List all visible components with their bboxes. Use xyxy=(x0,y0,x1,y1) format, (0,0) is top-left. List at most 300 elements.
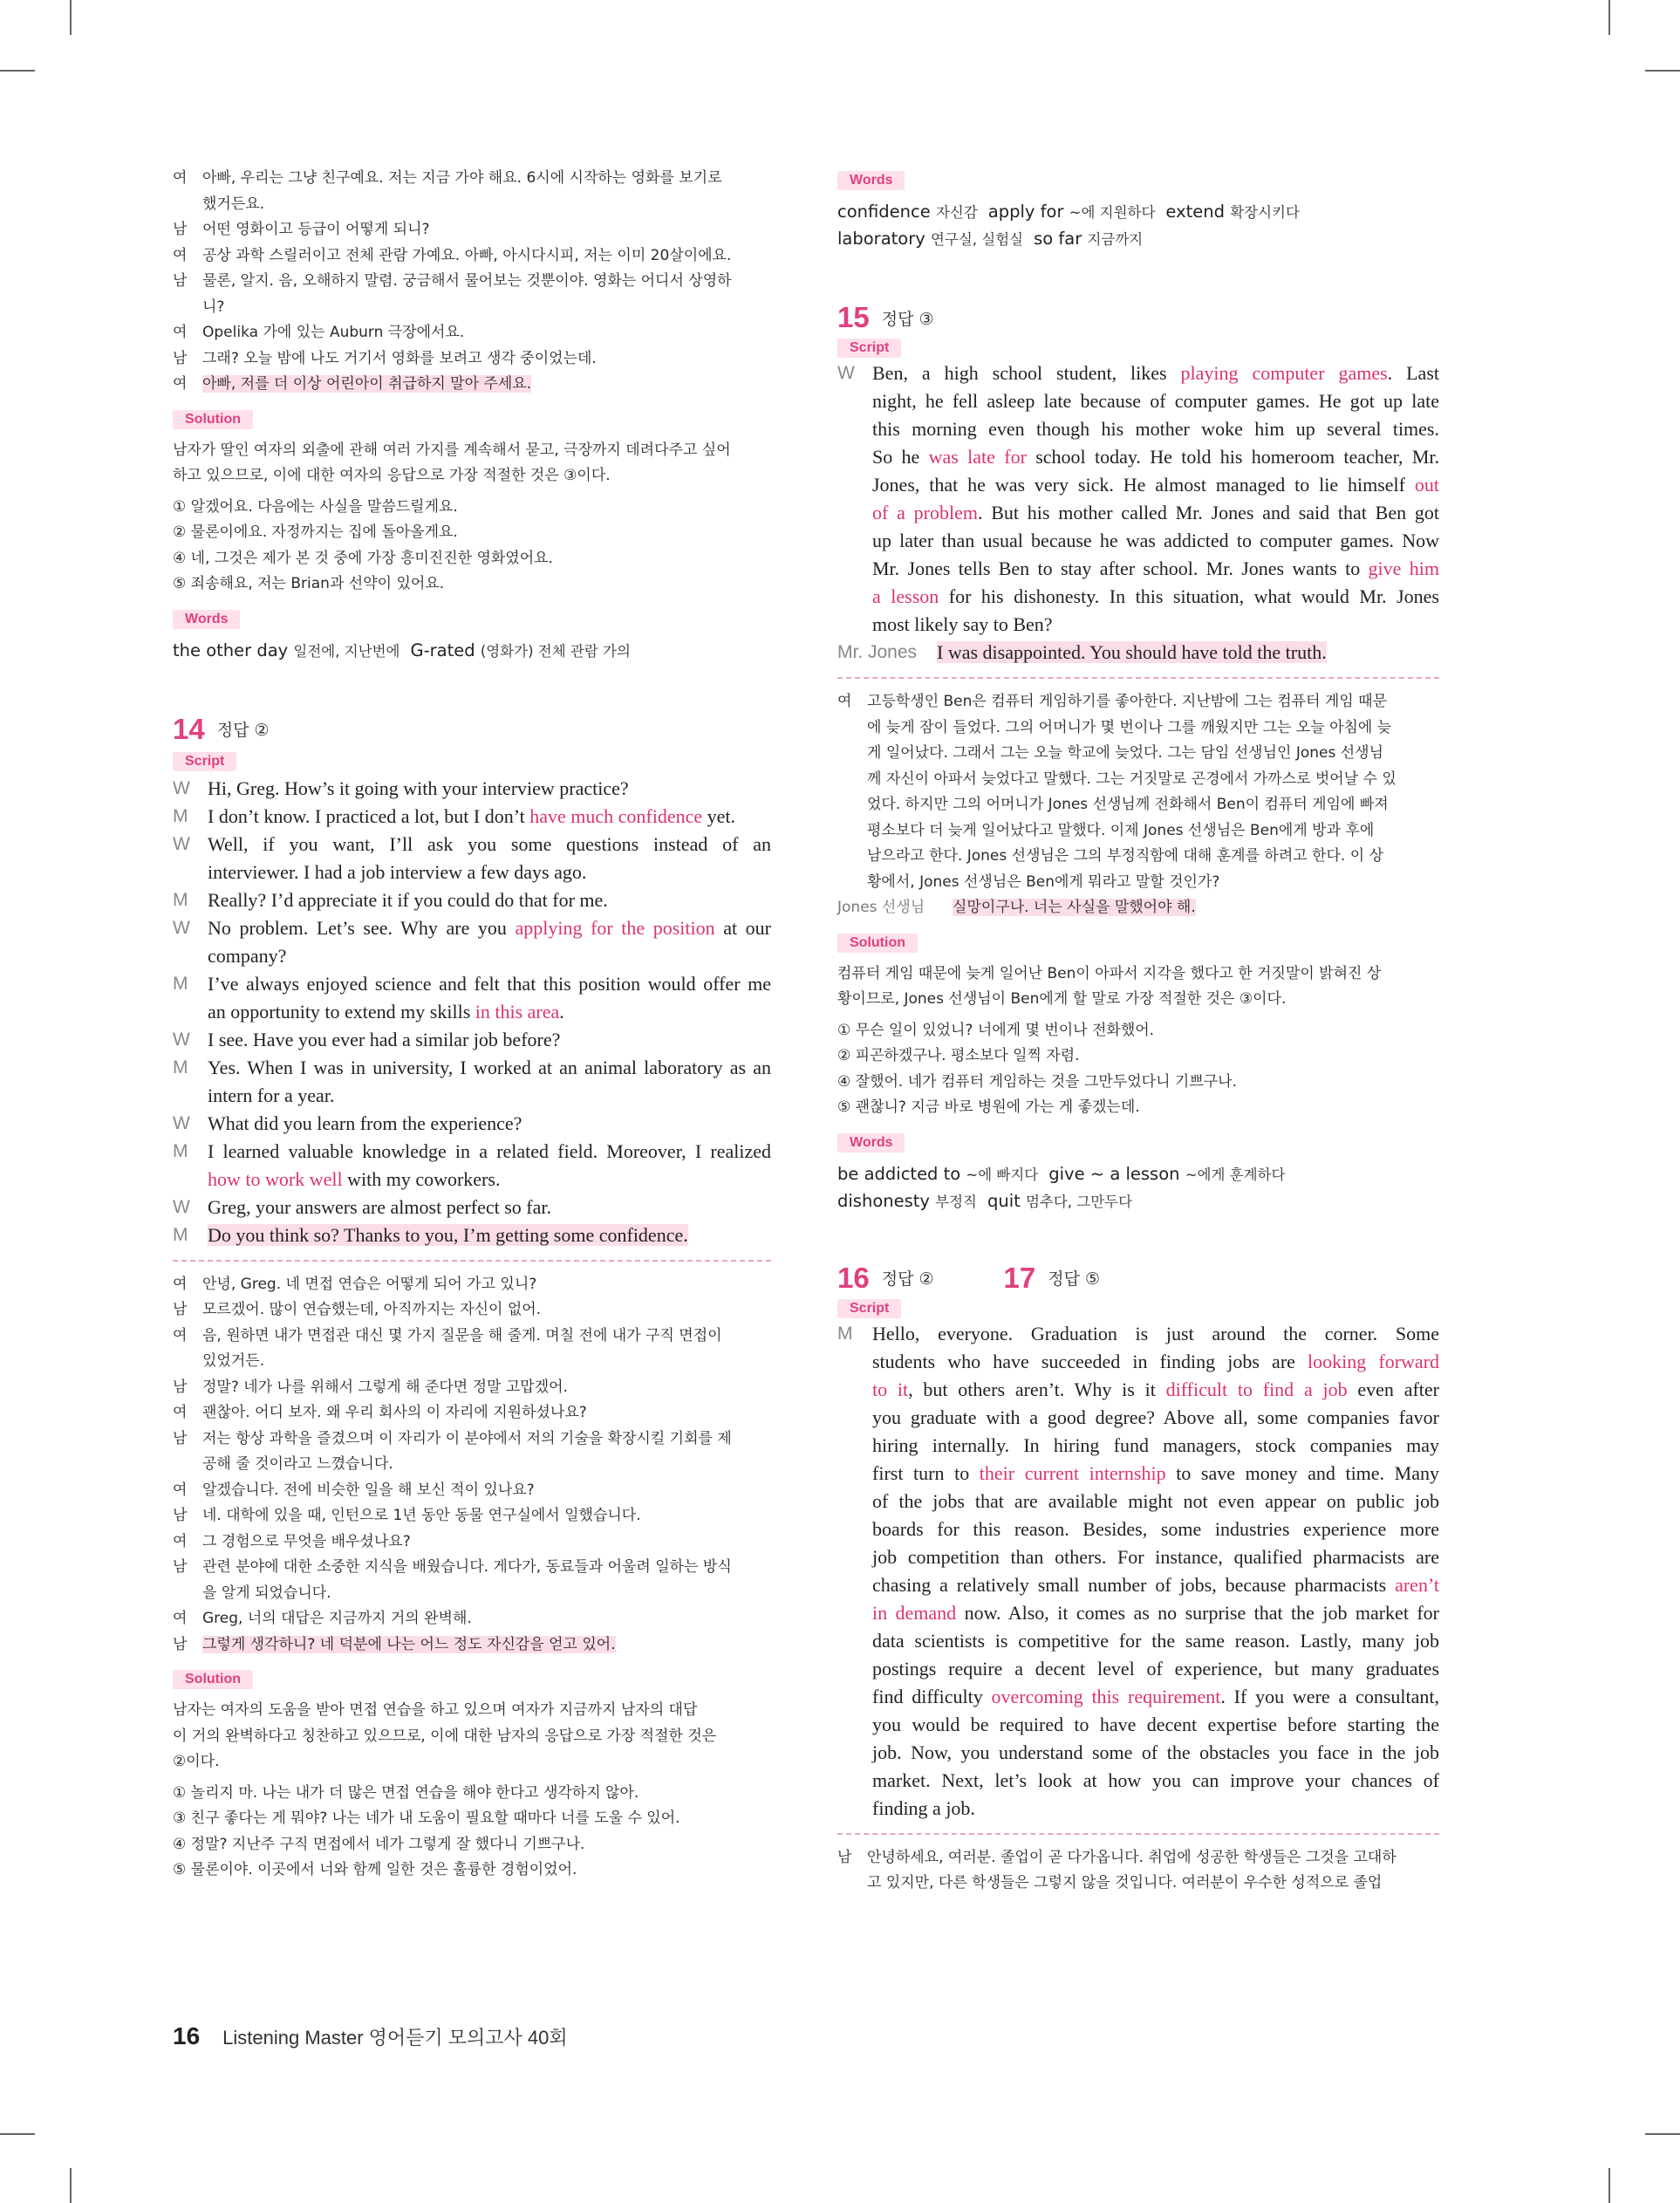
script-line xyxy=(173,831,771,859)
script-line xyxy=(837,1460,1439,1488)
script-line xyxy=(837,1515,1439,1543)
word-en: G-rated xyxy=(410,640,481,660)
word-item xyxy=(987,1191,1132,1211)
speaker-label xyxy=(173,1581,202,1607)
crop-mark xyxy=(0,70,35,72)
text-segment: of the jobs that are available might not even appear on public job xyxy=(872,1489,1439,1512)
speaker-label: 여 xyxy=(837,693,852,710)
text-line: ④ 정말? 지난주 구직 면접에서 네가 그렇게 잘 했다니 기쁘구나. xyxy=(173,1835,585,1853)
speaker-label: 남 xyxy=(173,1635,188,1653)
text-segment: at our xyxy=(714,916,772,939)
speaker-label xyxy=(837,767,867,793)
speaker-label xyxy=(837,583,872,611)
text-segment: Jones, that he was very sick. He almost managed to lie himself xyxy=(872,474,1415,496)
key-phrase: playing computer games xyxy=(1180,362,1388,384)
word-item xyxy=(411,640,631,660)
speaker-label xyxy=(173,1166,208,1194)
text-segment: hiring internally. In hiring fund managers, stock companies may xyxy=(872,1433,1439,1456)
speaker-label xyxy=(837,1432,872,1460)
word-row xyxy=(837,1188,1439,1215)
q13-solution xyxy=(173,438,771,489)
speaker-label xyxy=(837,1460,872,1488)
speaker-label xyxy=(173,1082,208,1110)
dialogue-line xyxy=(173,295,771,321)
speaker-label xyxy=(173,192,202,218)
script-badge: Script xyxy=(837,339,901,358)
text-line: 황이므로, Jones 선생님이 Ben에게 할 말로 가장 적절한 것은 ③이다. xyxy=(837,990,1287,1008)
question-number: 14 xyxy=(173,712,205,745)
line-text: 그래? 오늘 밤에 나도 거기서 영화를 보려고 생각 중이었는데. xyxy=(202,349,597,367)
text-segment: even after xyxy=(1347,1378,1440,1400)
script-line xyxy=(173,1166,771,1194)
word-meaning: 지금까지 xyxy=(1087,231,1144,248)
dialogue-line xyxy=(173,1503,771,1529)
speaker-label xyxy=(837,1599,872,1627)
dialogue-line xyxy=(173,166,771,192)
book-title: Listening Master 영어듣기 모의고사 40회 xyxy=(222,2027,568,2049)
speaker-label xyxy=(173,998,208,1026)
dialogue-line xyxy=(173,1297,771,1324)
section-divider xyxy=(837,677,1439,679)
speaker-label: 여 xyxy=(173,169,188,187)
text-segment: yet. xyxy=(702,804,736,827)
text-segment: Yes. When I was in university, I worked at an animal laboratory as an xyxy=(208,1056,771,1078)
text-line: 하고 있으므로, 이에 대한 여자의 응답으로 가장 적절한 것은 ③이다. xyxy=(173,467,611,484)
key-phrase: have much confidence xyxy=(529,804,703,827)
line-text: 안녕하세요, 여러분. 졸업이 곧 다가옵니다. 취업에 성공한 학생들은 그것을 고대하 xyxy=(867,1848,1397,1866)
line-text xyxy=(872,1655,1439,1683)
key-phrase: how to work well xyxy=(208,1167,343,1190)
speaker-label xyxy=(837,443,872,471)
text-segment: first turn to xyxy=(872,1461,980,1484)
speaker-label: M xyxy=(173,1057,188,1078)
dialogue-line xyxy=(173,320,771,346)
script-line xyxy=(173,914,771,942)
line-text xyxy=(872,1320,1439,1348)
word-en: laboratory xyxy=(837,229,931,249)
crop-mark xyxy=(1645,2133,1680,2135)
text-segment: boards for this reason. Besides, some industries experience more xyxy=(872,1517,1439,1540)
line-text xyxy=(208,831,771,859)
q14-choices xyxy=(173,1781,771,1884)
q15-words xyxy=(837,1161,1439,1215)
speaker-label: M xyxy=(837,1323,853,1344)
speaker-label: 여 xyxy=(173,1532,188,1550)
q13-translation xyxy=(173,166,771,372)
text-segment: finding a job. xyxy=(872,1796,975,1819)
line-text xyxy=(872,527,1439,555)
script-line xyxy=(837,443,1439,471)
script-line xyxy=(173,1138,771,1166)
line-text: 모르겠어. 많이 연습했는데, 아직까지는 자신이 없어. xyxy=(202,1301,542,1318)
speaker-label xyxy=(837,1348,872,1376)
speaker-label: 남 xyxy=(173,349,188,367)
crop-mark xyxy=(70,2168,72,2203)
speaker-label xyxy=(837,611,872,639)
speaker-label: M xyxy=(173,889,188,910)
word-meaning: 일전에, 지난번에 xyxy=(293,642,400,660)
script-line xyxy=(837,1488,1439,1515)
speaker-label: 남 xyxy=(173,1301,188,1318)
line-text xyxy=(872,1795,1439,1823)
line-text: 그 경험으로 무엇을 배우셨나요? xyxy=(202,1532,411,1550)
script-badge: Script xyxy=(837,1299,901,1318)
word-en: confidence xyxy=(837,202,936,222)
dialogue-line xyxy=(173,1375,771,1401)
page-number: 16 xyxy=(173,2022,201,2049)
right-column xyxy=(837,171,1439,1897)
line-text: 어떤 영화이고 등급이 어떻게 되니? xyxy=(202,221,430,238)
line-text: 공상 과학 스릴러이고 전체 관람 가예요. 아빠, 아시다시피, 저는 이미 20살이에요. xyxy=(202,246,732,264)
word-row xyxy=(837,1161,1439,1188)
text-segment: I see. Have you ever had a similar job before? xyxy=(208,1028,561,1050)
q16-translation xyxy=(837,1845,1439,1897)
dialogue-line xyxy=(173,1478,771,1504)
line-text xyxy=(872,1683,1439,1711)
text-segment: Well, if you want, I’ll ask you some questions instead of an xyxy=(208,832,771,855)
text-line: ① 무슨 일이 있었니? 너에게 몇 번이나 전화했어. xyxy=(837,1021,1155,1039)
dialogue-line xyxy=(837,870,1439,896)
line-text: 게 일어났다. 그래서 그는 오늘 학교에 늦었다. 그는 담임 선생님인 Jones 선생님 xyxy=(867,744,1383,762)
answer-label: 정답 ③ xyxy=(881,309,934,329)
line-text xyxy=(208,1026,771,1054)
script-line xyxy=(837,499,1439,527)
line-text: 관련 분야에 대한 소중한 지식을 배웠습니다. 게다가, 동료들과 어울려 일하는 방식 xyxy=(202,1558,732,1576)
dialogue-line xyxy=(173,1452,771,1478)
dialogue-line xyxy=(173,1529,771,1556)
line-text xyxy=(872,1460,1439,1488)
speaker-label: Mr. Jones xyxy=(837,642,918,662)
text-segment: , but others aren’t. Why is it xyxy=(908,1378,1166,1400)
line-text xyxy=(872,583,1439,611)
line-text: 괜찮아. 어디 보자. 왜 우리 회사의 이 자리에 지원하셨나요? xyxy=(202,1404,587,1421)
word-item xyxy=(988,202,1156,222)
line-text: 고등학생인 Ben은 컴퓨터 게임하기를 좋아한다. 지난밤에 그는 컴퓨터 게임 때문 xyxy=(867,693,1388,710)
word-meaning: 확장시키다 xyxy=(1230,204,1300,221)
script-line xyxy=(173,970,771,998)
dialogue-line xyxy=(837,715,1439,742)
line-text xyxy=(872,499,1439,527)
word-en: quit xyxy=(987,1190,1026,1211)
key-phrase: their current internship xyxy=(979,1461,1166,1484)
script-line xyxy=(837,359,1439,387)
line-text xyxy=(872,1404,1439,1432)
question-number: 15 xyxy=(837,301,870,333)
text-segment: you graduate with a good degree? Above all, some companies favor xyxy=(872,1406,1439,1428)
line-text xyxy=(208,1166,771,1194)
script-line xyxy=(837,1683,1439,1711)
word-item xyxy=(837,1191,977,1211)
script-line xyxy=(837,1571,1439,1599)
text-segment: . If you were a consultant, xyxy=(1220,1685,1439,1707)
line-text xyxy=(208,1194,771,1221)
dialogue-line xyxy=(173,1272,771,1298)
text-line: ④ 네, 그것은 제가 본 것 중에 가장 흥미진진한 영화였어요. xyxy=(173,549,553,567)
word-en: extend xyxy=(1165,202,1231,222)
line-text: 니? xyxy=(202,298,225,316)
text-segment: I’ve always enjoyed science and felt that this position would offer me xyxy=(208,972,771,995)
line-text: 아빠, 우리는 그냥 친구예요. 저는 지금 가야 해요. 6시에 시작하는 영화를 보기로 xyxy=(202,169,722,187)
key-phrase: looking forward xyxy=(1308,1350,1440,1372)
word-item xyxy=(837,1164,1038,1184)
line-text xyxy=(208,970,771,998)
speaker-label xyxy=(837,870,867,896)
speaker-label: W xyxy=(173,1112,190,1133)
q15-script xyxy=(837,359,1439,639)
line-text xyxy=(872,387,1439,415)
speaker-label xyxy=(837,1543,872,1571)
speaker-label xyxy=(837,1655,872,1683)
answer-line: I was disappointed. You should have told the truth. xyxy=(937,641,1327,663)
word-item xyxy=(837,202,978,222)
word-meaning: 멈추다, 그만두다 xyxy=(1025,1193,1133,1210)
text-line: ⑤ 물론이야. 이곳에서 너와 함께 일한 것은 훌륭한 경험이었어. xyxy=(173,1861,577,1878)
line-text xyxy=(872,1488,1439,1515)
q15-last-line-kr xyxy=(837,895,1439,921)
q14-script xyxy=(173,775,771,1249)
script-line xyxy=(837,1655,1439,1683)
line-text xyxy=(872,611,1439,639)
dialogue-line xyxy=(173,1606,771,1632)
word-meaning: ~에 지원하다 xyxy=(1069,204,1156,221)
words-badge: Words xyxy=(837,1133,905,1153)
speaker-label xyxy=(837,1627,872,1655)
speaker-label xyxy=(837,1376,872,1404)
script-line xyxy=(837,1404,1439,1432)
text-line: ① 알겠어요. 다음에는 사실을 말씀드릴게요. xyxy=(173,497,458,516)
key-phrase: difficult to find a job xyxy=(1165,1378,1348,1400)
script-line xyxy=(837,1320,1439,1348)
speaker-label: M xyxy=(173,1224,188,1245)
speaker-label: 여 xyxy=(173,1326,188,1344)
q15-last-line xyxy=(837,639,1439,667)
answer-line: 그렇게 생각하니? 네 덕분에 나는 어느 정도 자신감을 얻고 있어. xyxy=(202,1635,616,1653)
solution-badge: Solution xyxy=(173,1670,253,1689)
dialogue-line xyxy=(173,1349,771,1375)
line-text xyxy=(208,914,771,942)
line-text: 었다. 하지만 그의 어머니가 Jones 선생님께 전화해서 Ben이 컴퓨터 게임에 빠져 xyxy=(867,796,1389,813)
text-segment: with my coworkers. xyxy=(342,1167,501,1190)
speaker-label xyxy=(173,859,208,886)
script-line xyxy=(173,1194,771,1221)
q13-last-line xyxy=(173,372,771,398)
speaker-label xyxy=(837,818,867,845)
speaker-label: 남 xyxy=(173,1429,188,1447)
line-text: 을 알게 되었습니다. xyxy=(202,1584,331,1602)
line-text xyxy=(208,1054,771,1082)
line-text: 평소보다 더 늦게 일어났다고 말했다. 이제 Jones 선생님은 Ben에게 방과 후에 xyxy=(867,821,1375,839)
speaker-label: M xyxy=(173,1140,188,1161)
line-text: 에 늦게 잠이 들었다. 그의 어머니가 몇 번이나 그를 깨웠지만 그는 오늘 아침에 늦 xyxy=(867,718,1392,736)
line-text: 했거든요. xyxy=(202,195,265,213)
text-segment: . But his mother called Mr. Jones and said that Ben got xyxy=(977,502,1440,523)
speaker-label: 여 xyxy=(173,1610,188,1627)
line-text: 고 있지만, 다른 학생들은 그렇지 않을 것입니다. 여러분이 우수한 성적으로 졸업 xyxy=(867,1874,1383,1892)
key-phrase: to it xyxy=(872,1378,909,1400)
text-segment: Hi, Greg. How’s it going with your interview practice? xyxy=(208,777,629,799)
q15-translation xyxy=(837,689,1439,895)
key-phrase: give him xyxy=(1368,558,1439,579)
script-line xyxy=(837,1767,1439,1795)
line-text xyxy=(872,1739,1439,1767)
script-line xyxy=(173,1110,771,1138)
speaker-label xyxy=(173,295,202,321)
text-segment: students who have succeeded in finding jobs are xyxy=(872,1350,1308,1372)
line-text xyxy=(208,1082,771,1110)
text-line: 남자는 여자의 도움을 받아 면접 연습을 하고 있으며 여자가 지금까지 남자의 대답 xyxy=(173,1701,698,1719)
key-phrase: of a problem xyxy=(872,502,978,523)
speaker-label: 남 xyxy=(173,272,188,290)
word-meaning: (영화가) 전체 관람 가의 xyxy=(480,642,631,660)
text-line: 이 거의 완벽하다고 칭찬하고 있으므로, 이에 대한 남자의 응답으로 가장 적절한 것은 xyxy=(173,1727,717,1745)
text-line: ② 물론이에요. 자정까지는 집에 돌아올게요. xyxy=(173,523,458,541)
text-segment: job competition than others. For instance, qualified pharmacists are xyxy=(872,1545,1439,1568)
section-divider xyxy=(173,1260,771,1262)
word-en: be addicted to xyxy=(837,1163,966,1184)
line-text: 께 자신이 아파서 늦었다고 말했다. 그는 거짓말로 곤경에서 가까스로 벗어날 수 있 xyxy=(867,770,1397,788)
q13-choices xyxy=(173,495,771,598)
words-badge: Words xyxy=(837,171,905,190)
speaker-label: 여 xyxy=(173,375,188,393)
script-line xyxy=(837,1348,1439,1376)
answer-line: 아빠, 저를 더 이상 어린아이 취급하지 말아 주세요. xyxy=(202,375,532,393)
line-text xyxy=(872,1348,1439,1376)
script-line xyxy=(837,1432,1439,1460)
speaker-label xyxy=(173,1349,202,1375)
text-segment: market. Next, let’s look at how you can improve your chances of xyxy=(872,1769,1439,1791)
speaker-label xyxy=(837,387,872,415)
line-text xyxy=(208,1138,771,1166)
page-footer xyxy=(173,2022,568,2050)
speaker-label: W xyxy=(837,363,855,383)
word-meaning: 부정직 xyxy=(935,1193,977,1210)
speaker-label: 여 xyxy=(173,1481,188,1499)
script-line xyxy=(173,1026,771,1054)
text-line: ③ 친구 좋다는 게 뭐야? 나는 네가 내 도움이 필요할 때마다 너를 도울 수 있어. xyxy=(173,1810,680,1827)
word-meaning: ~에 빠지다 xyxy=(966,1166,1039,1183)
speaker-label: 여 xyxy=(173,1404,188,1421)
text-segment: job. Now, you understand some of the obstacles you face in the job xyxy=(872,1741,1439,1763)
line-text xyxy=(872,471,1439,499)
line-text xyxy=(872,1515,1439,1543)
script-line xyxy=(837,1376,1439,1404)
text-segment: now. Also, it comes as no surprise that the job market for xyxy=(956,1601,1439,1624)
key-phrase: applying for the position xyxy=(515,916,715,939)
speaker-label xyxy=(837,792,867,818)
text-line: ⑤ 괜찮니? 지금 바로 병원에 가는 게 좋겠는데. xyxy=(837,1098,1140,1116)
text-line: ②이다. xyxy=(173,1753,220,1770)
speaker-label: 남 xyxy=(173,1507,188,1524)
line-text: 네. 대학에 있을 때, 인턴으로 1년 동안 동물 연구실에서 일했습니다. xyxy=(202,1507,641,1524)
text-segment: data scientists is competitive for the same reason. Lastly, many job xyxy=(872,1629,1439,1652)
q14-last-line xyxy=(173,1632,771,1659)
speaker-label xyxy=(837,1404,872,1432)
script-line xyxy=(837,1599,1439,1627)
line-text: 남으라고 한다. Jones 선생님은 그의 부정직함에 대해 훈계를 하려고 한다. 이 상 xyxy=(867,847,1383,865)
speaker-label: W xyxy=(173,777,190,798)
line-text: Greg, 너의 대답은 지금까지 거의 완벽해. xyxy=(202,1610,472,1627)
text-segment: So he xyxy=(872,446,929,468)
script-line xyxy=(837,527,1439,555)
speaker-label xyxy=(837,1739,872,1767)
text-line: ⑤ 죄송해요, 저는 Brian과 선약이 있어요. xyxy=(173,575,445,592)
script-line xyxy=(173,998,771,1026)
speaker-label xyxy=(837,1571,872,1599)
script-line xyxy=(837,583,1439,611)
dialogue-line xyxy=(173,1581,771,1607)
speaker-label xyxy=(837,1795,872,1823)
text-segment: No problem. Let’s see. Why are you xyxy=(208,916,516,939)
text-segment: an opportunity to extend my skills xyxy=(208,1000,475,1023)
dialogue-line xyxy=(837,1871,1439,1897)
line-text xyxy=(872,1599,1439,1627)
dialogue-line xyxy=(837,792,1439,818)
speaker-label xyxy=(837,844,867,870)
text-line: 컴퓨터 게임 때문에 늦게 일어난 Ben이 아파서 지각을 했다고 한 거짓말이 밝혀진 상 xyxy=(837,964,1382,982)
line-text xyxy=(872,1711,1439,1739)
script-line xyxy=(837,1739,1439,1767)
line-text: 알겠습니다. 전에 비슷한 일을 해 보신 적이 있나요? xyxy=(202,1481,535,1499)
line-text xyxy=(208,859,771,886)
text-segment: most likely say to Ben? xyxy=(872,613,1053,635)
speaker-label: W xyxy=(173,833,190,854)
word-item xyxy=(1165,202,1299,222)
key-phrase: overcoming this requirement xyxy=(991,1685,1221,1707)
q13-words xyxy=(173,638,771,665)
speaker-label: 남 xyxy=(173,221,188,238)
line-text xyxy=(872,1376,1439,1404)
text-segment: night, he fell asleep late because of computer games. He got up late xyxy=(872,390,1439,412)
script-line xyxy=(173,775,771,803)
answer-line: 실망이구나. 너는 사실을 말했어야 해. xyxy=(953,899,1196,916)
speaker-label: Jones 선생님 xyxy=(837,899,925,916)
line-text: 안녕, Greg. 네 면접 연습은 어떻게 되어 가고 있니? xyxy=(202,1275,537,1293)
script-line xyxy=(837,415,1439,443)
section-divider xyxy=(837,1833,1439,1835)
word-en: dishonesty xyxy=(837,1190,936,1211)
script-badge: Script xyxy=(173,752,236,771)
dialogue-line xyxy=(173,192,771,218)
line-text xyxy=(872,1767,1439,1795)
text-segment: Really? I’d appreciate it if you could do that for me. xyxy=(208,888,608,911)
dialogue-line xyxy=(173,1324,771,1350)
speaker-label: W xyxy=(173,917,190,938)
question-number: 17 xyxy=(1003,1261,1036,1294)
crop-mark xyxy=(1608,0,1610,35)
text-line: ② 피곤하겠구나. 평소보다 일찍 자렴. xyxy=(837,1047,1080,1064)
speaker-label xyxy=(837,1711,872,1739)
speaker-label: W xyxy=(173,1029,190,1050)
dialogue-line xyxy=(837,818,1439,845)
dialogue-line xyxy=(837,741,1439,767)
script-line xyxy=(837,611,1439,639)
word-en: give ~ a lesson xyxy=(1048,1163,1185,1184)
line-text: 저는 항상 과학을 즐겼으며 이 자리가 이 분야에서 저의 기술을 확장시킬 기회를 제 xyxy=(202,1429,732,1447)
dialogue-line xyxy=(173,346,771,373)
solution-badge: Solution xyxy=(837,934,918,953)
word-en: the other day xyxy=(173,640,294,660)
line-text xyxy=(872,1543,1439,1571)
speaker-label xyxy=(837,1515,872,1543)
speaker-label xyxy=(837,1871,867,1897)
line-text: 음, 원하면 내가 면접관 대신 몇 가지 질문을 해 줄게. 며칠 전에 내가 구직 면접이 xyxy=(202,1326,722,1344)
dialogue-line xyxy=(173,217,771,243)
text-line: 남자가 딸인 여자의 외출에 관해 여러 가지를 계속해서 묻고, 극장까지 데려다주고 싶어 xyxy=(173,441,731,459)
line-text: 황에서, Jones 선생님은 Ben에게 뭐라고 말할 것인가? xyxy=(867,872,1220,891)
text-segment: this morning even though his mother woke him up several times. xyxy=(872,418,1439,440)
text-segment: school today. He told his homeroom teacher, Mr. xyxy=(1026,446,1440,468)
text-segment: find difficulty xyxy=(872,1685,992,1707)
